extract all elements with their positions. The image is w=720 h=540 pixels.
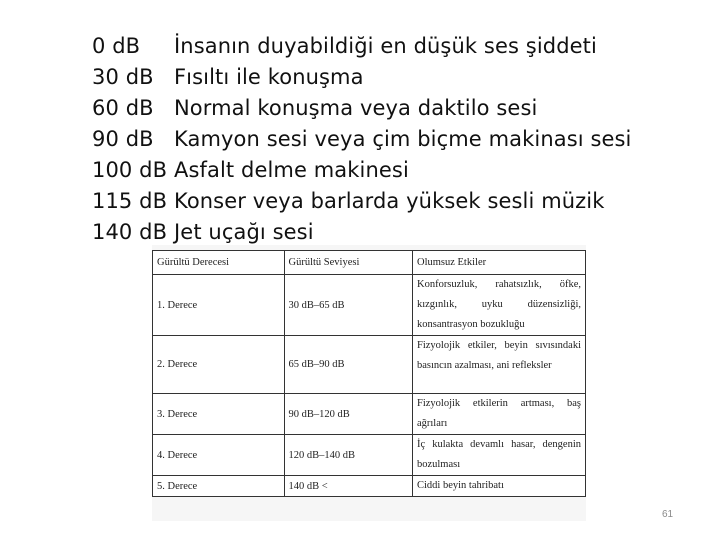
sound-level-item (92, 30, 631, 61)
cell-degree: 5. Derece (153, 476, 285, 497)
cell-effects: İç kulakta devamlı hasar, dengenin bozulması (412, 435, 585, 476)
column-header-degree: Gürültü Derecesi (153, 251, 285, 275)
table-row (153, 435, 586, 476)
noise-table-image (152, 245, 586, 521)
table-row (153, 336, 586, 394)
cell-range: 30 dB–65 dB (284, 275, 412, 336)
cell-degree: 4. Derece (153, 435, 285, 476)
table-row (153, 275, 586, 336)
cell-effects: Konforsuzluk, rahatsızlık, öfke, kızgınlık, uyku düzensizliği, konsantrasyon bozukluğu (412, 275, 585, 336)
cell-range: 140 dB < (284, 476, 412, 497)
cell-range: 90 dB–120 dB (284, 394, 412, 435)
sound-level-item (92, 92, 631, 123)
column-header-level: Gürültü Seviyesi (284, 251, 412, 275)
sound-level-item (92, 216, 631, 247)
table-row (153, 476, 586, 497)
cell-degree: 2. Derece (153, 336, 285, 394)
cell-effects: Fizyolojik etkilerin artması, baş ağrıları (412, 394, 585, 435)
cell-degree: 3. Derece (153, 394, 285, 435)
sound-level-desc: Konser veya barlarda yüksek sesli müzik (174, 188, 605, 213)
sound-level-db: 0 dB (92, 33, 141, 58)
sound-level-db: 100 dB (92, 157, 168, 182)
cell-effects: Fizyolojik etkiler, beyin sıvısındaki basıncın azalması, ani refleksler (412, 336, 585, 394)
cell-effects: Ciddi beyin tahribatı (412, 476, 585, 497)
page-number: 61 (662, 509, 674, 520)
sound-level-item (92, 185, 631, 216)
sound-level-desc: Jet uçağı sesi (174, 219, 314, 244)
sound-level-desc: İnsanın duyabildiği en düşük ses şiddeti (174, 33, 597, 58)
sound-level-desc: Fısıltı ile konuşma (174, 64, 364, 89)
sound-level-desc: Asfalt delme makinesi (174, 157, 409, 182)
sound-level-db: 90 dB (92, 126, 154, 151)
cell-range: 120 dB–140 dB (284, 435, 412, 476)
sound-level-list (92, 30, 631, 247)
sound-level-db: 60 dB (92, 95, 154, 120)
sound-level-item (92, 123, 631, 154)
table-row (153, 394, 586, 435)
table-header-row (153, 251, 586, 275)
sound-level-desc: Kamyon sesi veya çim biçme makinası sesi (174, 126, 632, 151)
noise-degree-table (152, 250, 586, 497)
sound-level-db: 115 dB (92, 188, 168, 213)
column-header-effects: Olumsuz Etkiler (412, 251, 585, 275)
sound-level-item (92, 61, 631, 92)
sound-level-db: 30 dB (92, 64, 154, 89)
cell-range: 65 dB–90 dB (284, 336, 412, 394)
cell-degree: 1. Derece (153, 275, 285, 336)
sound-level-item (92, 154, 631, 185)
sound-level-desc: Normal konuşma veya daktilo sesi (174, 95, 538, 120)
sound-level-db: 140 dB (92, 219, 168, 244)
